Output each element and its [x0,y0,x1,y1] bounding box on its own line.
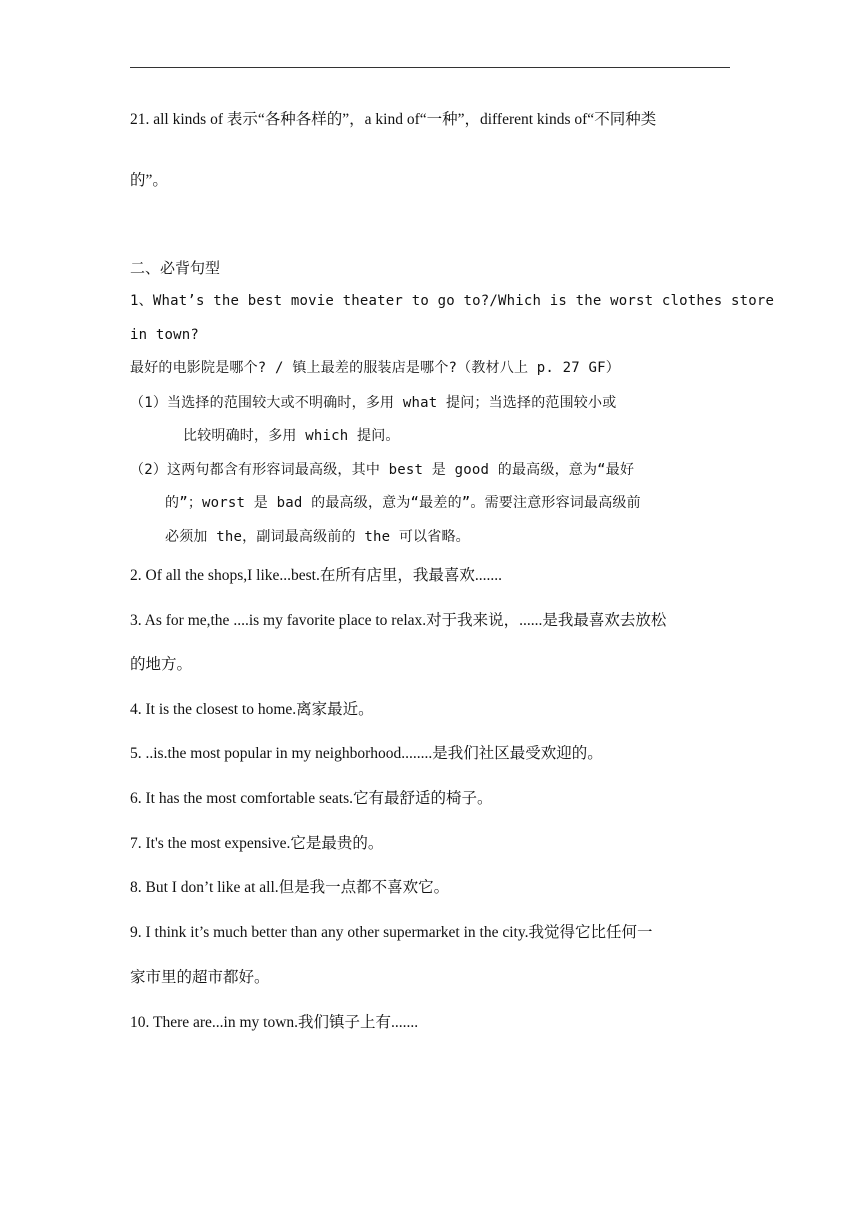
sentence-5: 5. ..is.the most popular in my neighborhood........是我们社区最受欢迎的。 [130,745,603,762]
sentence-1-translation: 最好的电影院是哪个? / 镇上最差的服装店是哪个?（教材八上 p. 27 GF） [130,360,621,376]
note-2-line-1: （2）这两句都含有形容词最高级，其中 best 是 good 的最高级，意为“最好 [130,462,635,478]
sentence-1-line-2: in town? [130,327,200,343]
sentence-4: 4. It is the closest to home.离家最近。 [130,701,374,718]
sentence-10: 10. There are...in my town.我们镇子上有....... [130,1014,419,1031]
sentence-9-line-2: 家市里的超市都好。 [130,969,270,986]
item-21-line-2: 的”。 [130,172,168,189]
section-heading: 二、必背句型 [130,259,221,277]
note-1-line-1: （1）当选择的范围较大或不明确时，多用 what 提问；当选择的范围较小或 [130,395,617,411]
sentence-9-line-1: 9. I think it’s much better than any other supermarket in the city.我觉得它比任何一 [130,924,653,941]
sentence-2: 2. Of all the shops,I like...best.在所有店里，我最喜欢....... [130,567,502,584]
note-2-line-3: 必须加 the，副词最高级前的 the 可以省略。 [165,529,470,545]
sentence-1-line-1: 1、What’s the best movie theater to go to?/Which is the worst clothes store [130,293,775,309]
sentence-3-line-1: 3. As for me,the ....is my favorite place to relax.对于我来说，......是我最喜欢去放松 [130,612,667,629]
item-21-line-1: 21. all kinds of 表示“各种各样的”，a kind of“一种”，different kinds of“不同种类 [130,111,657,128]
note-1-line-2: 比较明确时，多用 which 提问。 [183,428,400,444]
header-rule [130,67,730,68]
note-2-line-2: 的”；worst 是 bad 的最高级，意为“最差的”。需要注意形容词最高级前 [165,495,641,511]
sentence-7: 7. It's the most expensive.它是最贵的。 [130,835,384,852]
sentence-6: 6. It has the most comfortable seats.它有最舒适的椅子。 [130,790,493,807]
sentence-3-line-2: 的地方。 [130,656,193,673]
sentence-8: 8. But I don’t like at all.但是我一点都不喜欢它。 [130,879,450,896]
